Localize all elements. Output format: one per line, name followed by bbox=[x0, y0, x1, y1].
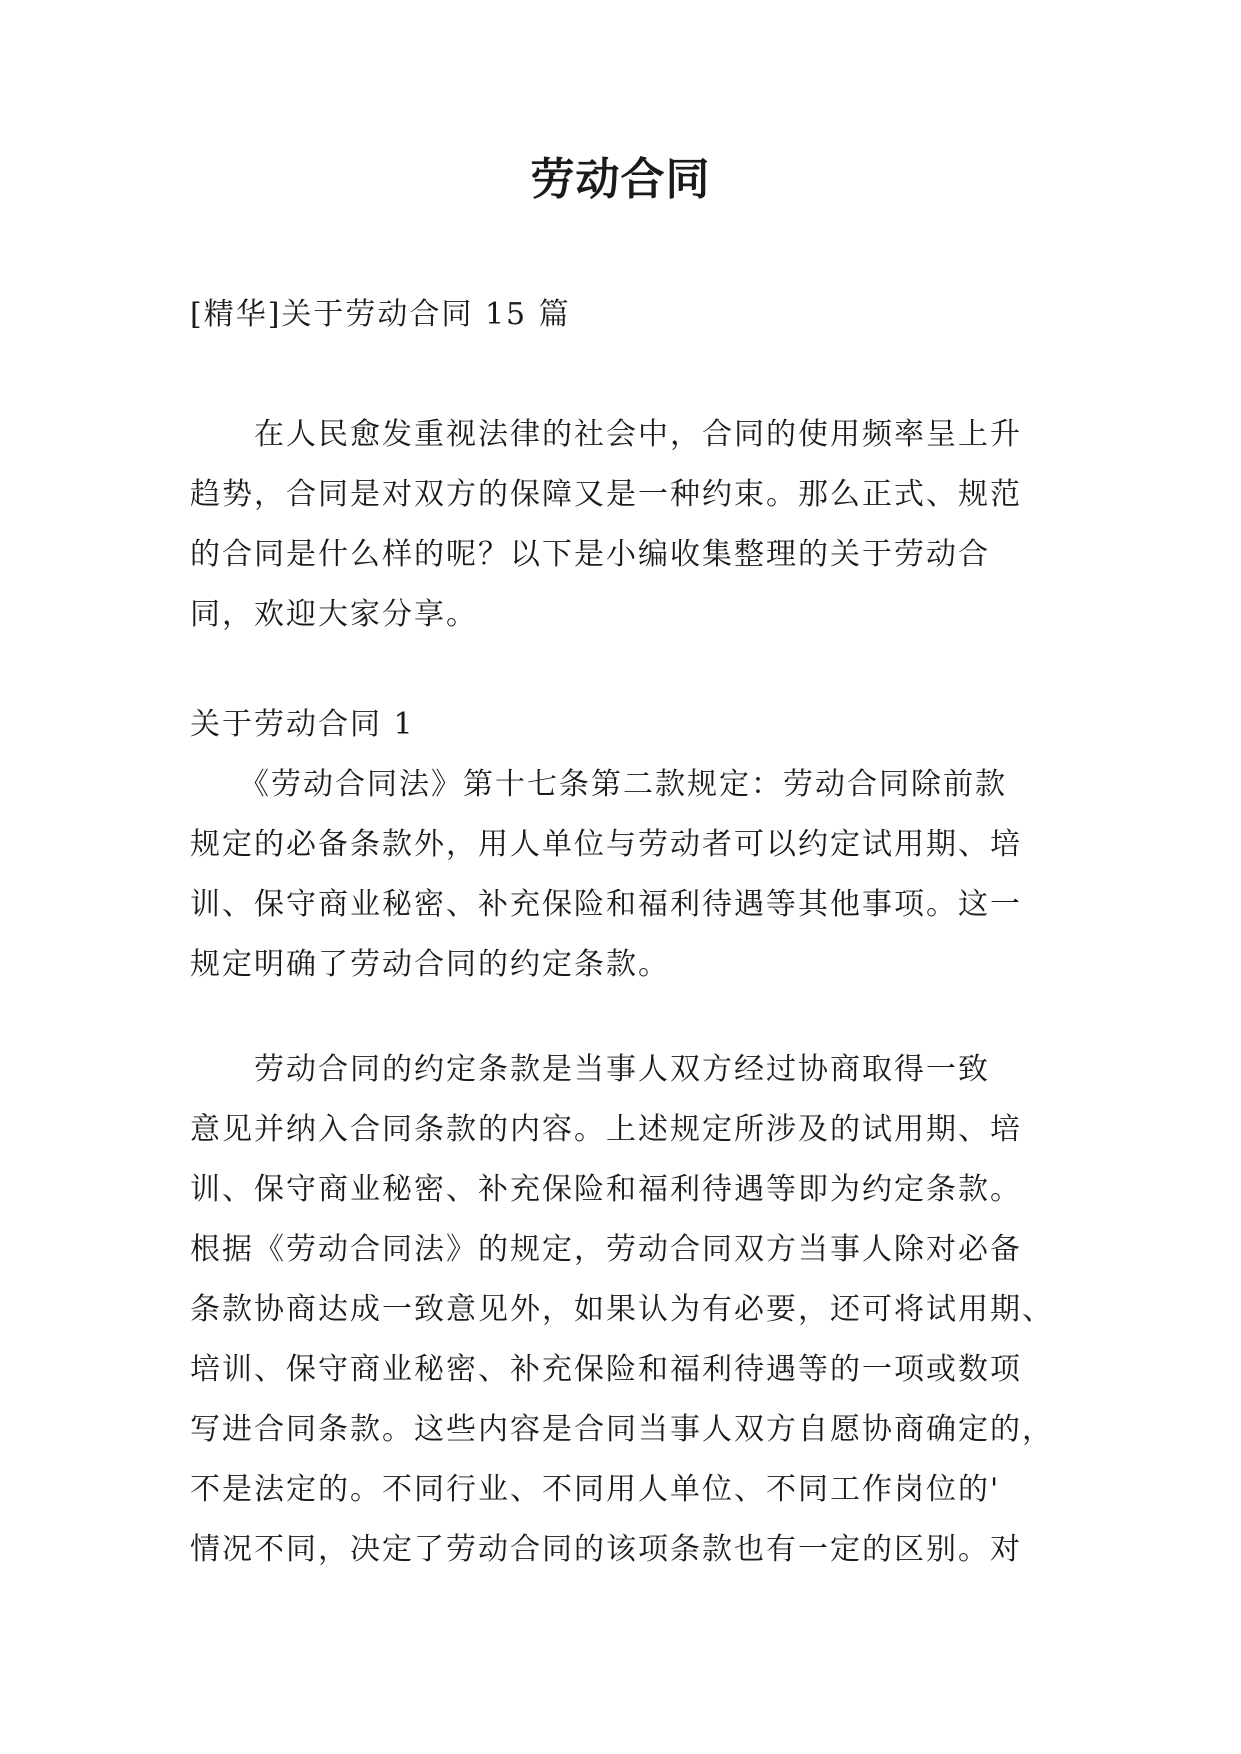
section-heading: 关于劳动合同 1 bbox=[190, 707, 415, 742]
paragraph-line: 根据《劳动合同法》的规定，劳动合同双方当事人除对必备 bbox=[190, 1232, 1022, 1267]
intro-line: 在人民愈发重视法律的社会中，合同的使用频率呈上升 bbox=[190, 417, 1022, 452]
intro-line: 趋势，合同是对双方的保障又是一种约束。那么正式、规范 bbox=[190, 477, 1022, 512]
paragraph-line: 训、保守商业秘密、补充保险和福利待遇等即为约定条款。 bbox=[190, 1172, 1022, 1207]
paragraph-line: 训、保守商业秘密、补充保险和福利待遇等其他事项。这一 bbox=[190, 887, 1022, 922]
paragraph-line: 情况不同，决定了劳动合同的该项条款也有一定的区别。对 bbox=[190, 1532, 1022, 1567]
intro-paragraph bbox=[190, 405, 1060, 645]
intro-line: 同，欢迎大家分享。 bbox=[190, 597, 478, 632]
section-1 bbox=[190, 695, 1060, 995]
paragraph-line: 意见并纳入合同条款的内容。上述规定所涉及的试用期、培 bbox=[190, 1112, 1022, 1147]
paragraph-line: 写进合同条款。这些内容是合同当事人双方自愿协商确定的， bbox=[190, 1412, 1054, 1447]
paragraph-line: 条款协商达成一致意见外，如果认为有必要，还可将试用期、 bbox=[190, 1292, 1054, 1327]
paragraph-line: 劳动合同的约定条款是当事人双方经过协商取得一致 bbox=[190, 1052, 990, 1087]
document-title: 劳动合同 bbox=[530, 154, 711, 205]
paragraph-line: 规定明确了劳动合同的约定条款。 bbox=[190, 947, 670, 982]
paragraph-line: 《劳动合同法》第十七条第二款规定：劳动合同除前款 bbox=[190, 767, 1007, 802]
paragraph-line: 规定的必备条款外，用人单位与劳动者可以约定试用期、培 bbox=[190, 827, 1022, 862]
paragraph-line: 培训、保守商业秘密、补充保险和福利待遇等的一项或数项 bbox=[190, 1352, 1022, 1387]
section-1-paragraph-2 bbox=[190, 1040, 1060, 1580]
paragraph-line: 不是法定的。不同行业、不同用人单位、不同工作岗位的' bbox=[190, 1472, 1001, 1507]
subtitle-line: [精华]关于劳动合同 15 篇 bbox=[190, 297, 571, 332]
document-subtitle bbox=[190, 285, 1060, 345]
intro-line: 的合同是什么样的呢？以下是小编收集整理的关于劳动合 bbox=[190, 537, 990, 572]
